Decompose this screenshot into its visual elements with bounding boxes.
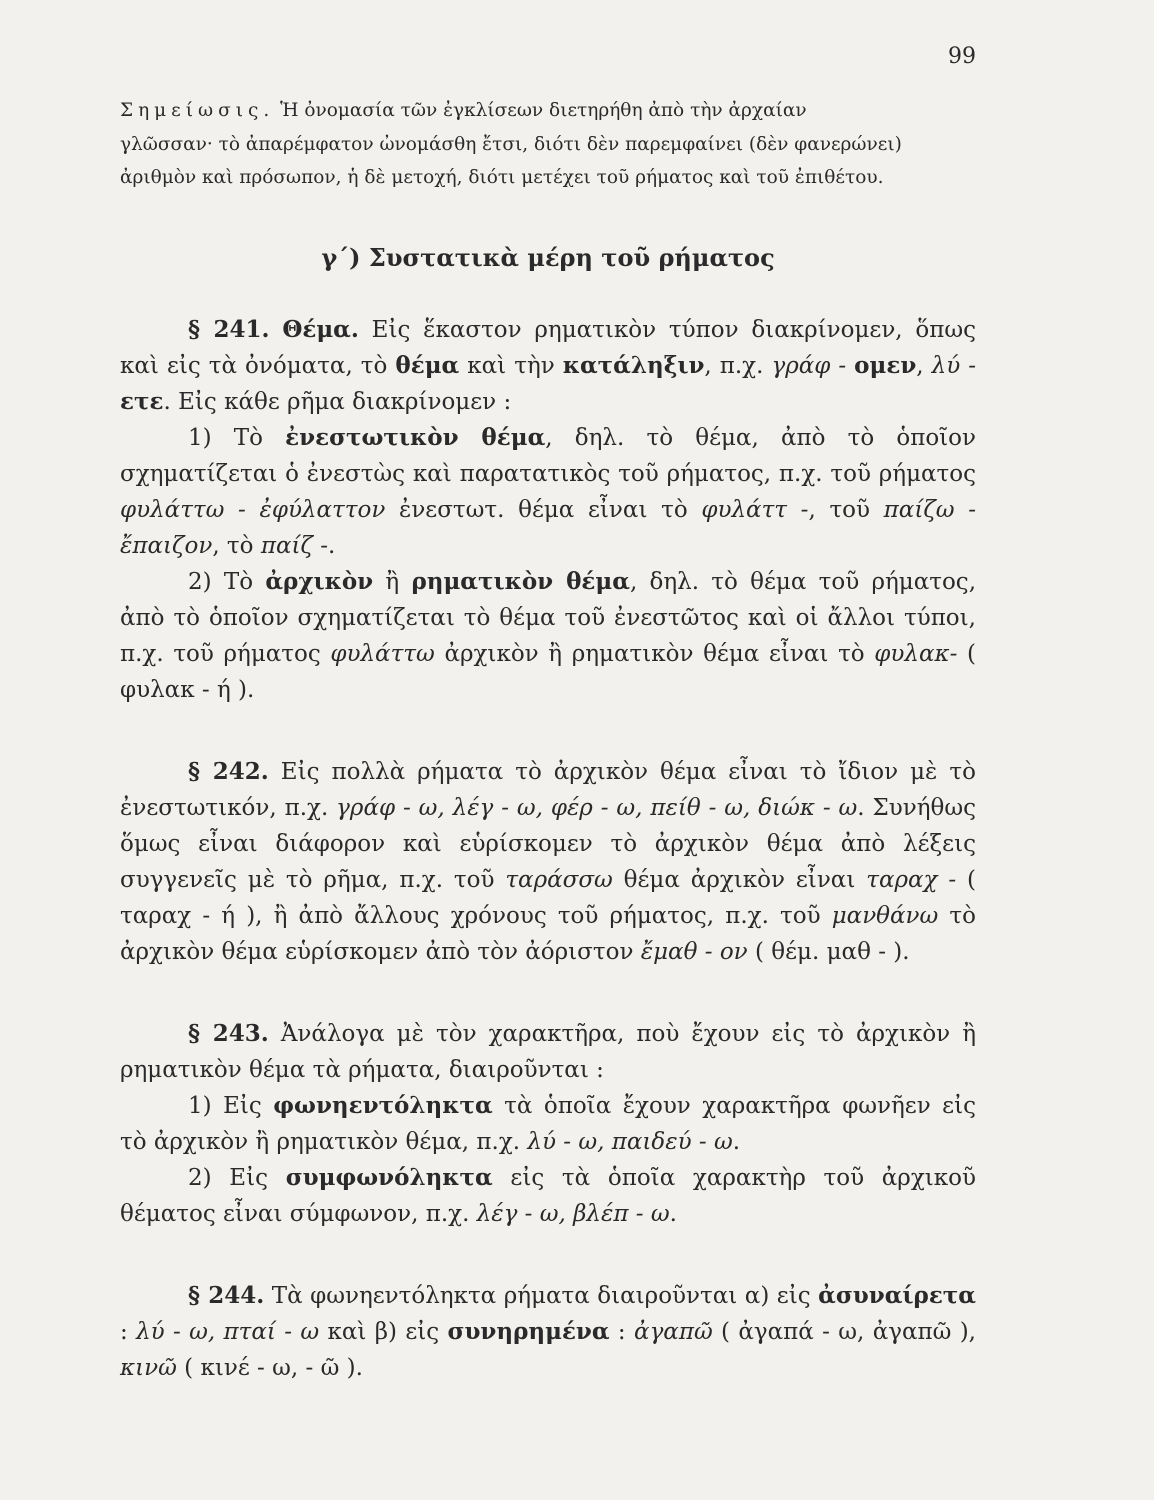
- example-italic: λύ -: [931, 352, 976, 379]
- example-italic: φυλακ-: [874, 640, 958, 667]
- term-bold: ἀρχικὸν: [265, 567, 374, 595]
- term-bold: ρηματικὸν θέμα: [411, 567, 630, 595]
- text-run: ( φυλακ - ή ).: [120, 640, 976, 703]
- text-run: ( ἀγαπά - ω, ἀγαπῶ ),: [712, 1318, 976, 1345]
- example-italic: μανθάνω: [831, 902, 939, 929]
- text-run: , π.χ.: [704, 352, 772, 379]
- ending-bold: ομεν: [854, 351, 917, 379]
- section-242-number: § 242.: [188, 757, 269, 785]
- text-run: ἀρχικὸν ἢ ρηματικὸν θέμα εἶναι τὸ: [434, 640, 875, 667]
- text-run: τὸ ἀρχικὸν θέμα εὑρίσκομεν ἀπὸ τὸν ἀόριστον: [120, 902, 977, 965]
- section-244: [120, 1278, 976, 1386]
- note-paragraph: [120, 94, 976, 195]
- example-italic: ἀγαπῶ: [634, 1318, 713, 1345]
- term-bold: κατάληξιν: [562, 351, 705, 379]
- example-italic: ἔμαθ - ον: [640, 938, 748, 965]
- term-bold: συμφωνόληκτα: [285, 1163, 493, 1191]
- note-line-3: ἀριθμὸν καὶ πρόσωπον, ἡ δὲ μετοχή, διότι μετέχει τοῦ ρήματος καὶ τοῦ ἐπιθέτου.: [120, 167, 884, 188]
- example-italic: γράφ -: [771, 352, 855, 379]
- example-italic: παίζω - ἔπαιζον: [120, 496, 976, 559]
- section-243-intro: [120, 1016, 976, 1088]
- point-number: 2) Τὸ: [188, 568, 266, 595]
- point-number: 1) Εἰς: [188, 1092, 274, 1119]
- example-italic: ταραχ -: [866, 866, 957, 893]
- text-run: , δηλ. τὸ θέμα τοῦ ρήματος, ἀπὸ τὸ ὁποῖον σχηματίζεται τὸ θέμα τοῦ ἐνεστῶτος καὶ οἱ ἄλλοι τύποι, π.χ. τοῦ ρήματος: [120, 568, 977, 667]
- text-run: Τὰ φωνηεντόληκτα ρήματα διαιροῦνται α) εἰς: [264, 1282, 819, 1309]
- example-italic: ταράσσω: [505, 866, 613, 893]
- text-run: ( θέμ. μαθ - ).: [747, 938, 910, 965]
- example-italic: λύ - ω, πταί - ω: [136, 1318, 320, 1345]
- example-italic: γράφ - ω, λέγ - ω, φέρ - ω, πείθ - ω, διώκ - ω: [336, 794, 858, 821]
- section-243-point-1: [120, 1088, 976, 1160]
- note-line-2: γλῶσσαν· τὸ ἀπαρέμφατον ὠνομάσθη ἔτσι, διότι δὲν παρεμφαίνει (δὲν φανερώνει): [120, 133, 902, 155]
- text-run: εἰς τὰ ὁποῖα χαρακτὴρ τοῦ ἀρχικοῦ θέματος εἶναι σύμφωνον, π.χ.: [120, 1164, 976, 1227]
- section-244-number: § 244.: [188, 1281, 265, 1309]
- term-bold: ἀσυναίρετα: [818, 1281, 976, 1309]
- example-italic: φυλάττω: [330, 640, 435, 667]
- text-run: ,: [916, 352, 932, 379]
- example-italic: παίζ -: [260, 532, 329, 559]
- section-242: [120, 754, 976, 970]
- text-run: ἐνεστωτ. θέμα εἶναι τὸ: [385, 496, 702, 523]
- text-run: καὶ β) εἰς: [319, 1318, 448, 1345]
- section-241-title: Θέμα.: [282, 315, 359, 343]
- section-243-number: § 243.: [188, 1019, 269, 1047]
- text-run: ἢ: [373, 568, 412, 595]
- text-run: . Συνήθως ὅμως εἶναι διάφορον καὶ εὑρίσκομεν τὸ ἀρχικὸν θέμα ἀπὸ λέξεις συγγενεῖς μὲ τὸ ρῆμα, π.χ. τοῦ: [120, 794, 976, 893]
- example-italic: φυλάττω - ἐφύλαττον: [120, 496, 386, 523]
- text-run: :: [120, 1318, 137, 1345]
- text-run: Εἰς πολλὰ ρήματα τὸ ἀρχικὸν θέμα εἶναι τὸ ἴδιον μὲ τὸ ἐνεστωτικόν, π.χ.: [120, 758, 976, 821]
- text-run: . Εἰς κάθε ρῆμα διακρίνομεν :: [163, 388, 512, 415]
- term-bold: θέμα: [395, 351, 460, 379]
- text-run: :: [609, 1318, 635, 1345]
- example-italic: λέγ - ω, βλέπ - ω: [476, 1200, 670, 1227]
- text-run: , δηλ. τὸ θέμα, ἀπὸ τὸ ὁποῖον σχηματίζεται ὁ ἐνεστὼς καὶ παρατατικὸς τοῦ ρήματος, π.χ. τοῦ ρήματος: [120, 424, 977, 487]
- text-run: ( ταραχ - ή ), ἢ ἀπὸ ἄλλους χρόνους τοῦ ρήματος, π.χ. τοῦ: [120, 866, 976, 929]
- term-bold: συνηρημένα: [447, 1317, 610, 1345]
- text-run: .: [669, 1200, 677, 1227]
- text-run: Ἀνάλογα μὲ τὸν χαρακτῆρα, ποὺ ἔχουν εἰς τὸ ἀρχικὸν ἢ ρηματικὸν θέμα τὰ ρήματα, διαιροῦνται :: [120, 1020, 976, 1083]
- section-241-point-2: [120, 564, 976, 708]
- section-heading: γ´) Συστατικὰ μέρη τοῦ ρήματος: [321, 242, 775, 272]
- point-number: 2) Εἰς: [188, 1164, 286, 1191]
- page-body: [120, 94, 976, 1386]
- note-line-1: Ἡ ὀνομασία τῶν ἐγκλίσεων διετηρήθη ἀπὸ τὴν ἀρχαίαν: [280, 100, 807, 121]
- text-run: .: [328, 532, 336, 559]
- text-run: θέμα ἀρχικὸν εἶναι: [612, 866, 867, 893]
- text-run: τὰ ὁποῖα ἔχουν χαρακτῆρα φωνῆεν εἰς τὸ ἀρχικὸν ἢ ρηματικὸν θέμα, π.χ.: [120, 1092, 976, 1155]
- term-bold: φωνηεντόληκτα: [273, 1091, 493, 1119]
- example-italic: κινῶ: [120, 1354, 177, 1381]
- example-italic: λύ - ω, παιδεύ - ω: [527, 1128, 733, 1155]
- term-bold: ἐνεστωτικὸν θέμα: [285, 423, 546, 451]
- text-run: .: [732, 1128, 741, 1155]
- section-241-point-1: [120, 420, 976, 564]
- ending-bold: ετε: [120, 387, 164, 415]
- point-number: 1) Τὸ: [188, 424, 286, 451]
- page-number: 99: [948, 44, 976, 69]
- text-run: , τὸ: [212, 532, 261, 559]
- note-heading: Σημείωσις.: [120, 100, 275, 121]
- section-241-intro: [120, 312, 976, 420]
- section-241-number: § 241.: [188, 315, 270, 343]
- text-run: καὶ τὴν: [459, 352, 563, 379]
- text-run: Εἰς ἕκαστον ρηματικὸν τύπον διακρίνομεν, ὅπως καὶ εἰς τὰ ὀνόματα, τὸ: [120, 316, 976, 379]
- text-run: , τοῦ: [808, 496, 884, 523]
- text-run: ( κινέ - ω, - ῶ ).: [176, 1354, 363, 1381]
- example-italic: φυλάττ -: [701, 496, 809, 523]
- section-243-point-2: [120, 1160, 976, 1232]
